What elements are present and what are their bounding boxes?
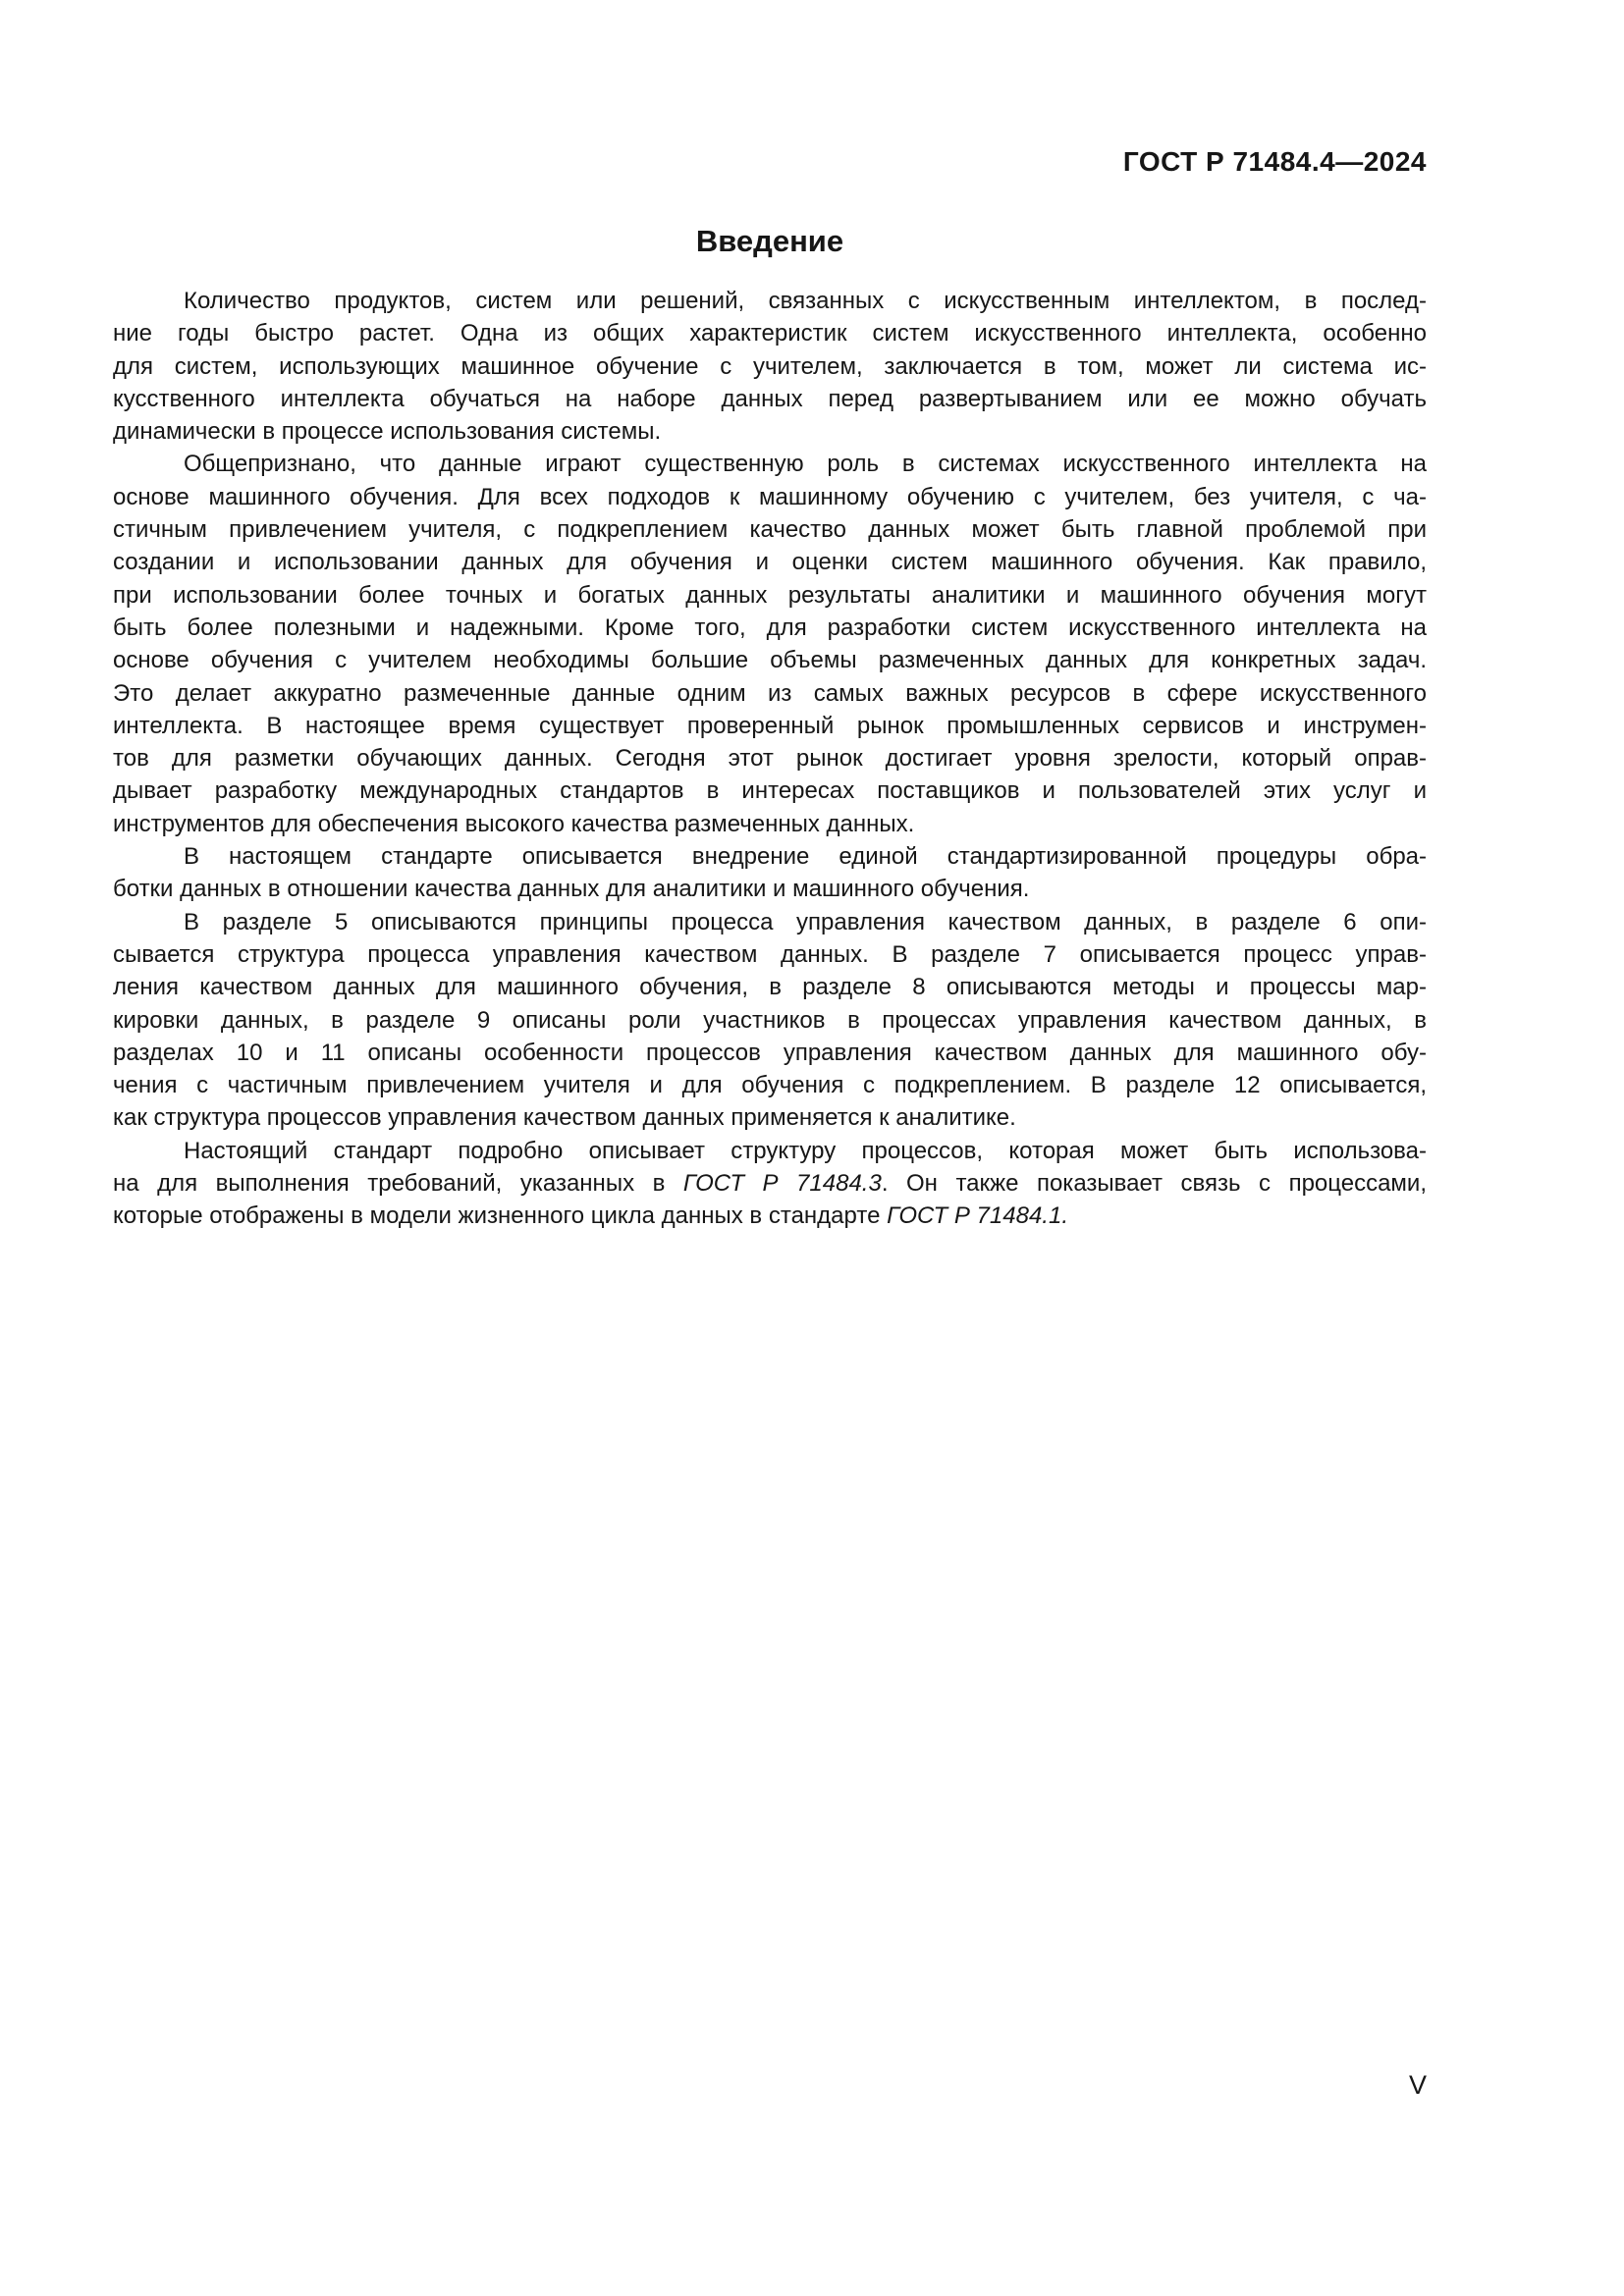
text-line: сывается структура процесса управления качеством данных. В разделе 7 описывается процесс управ-: [113, 940, 1427, 968]
text-line: Количество продуктов, систем или решений, связанных с искусственным интеллектом, в послед-: [184, 288, 1427, 314]
text-line: В настоящем стандарте описывается внедрение единой стандартизированной процедуры обра-: [184, 843, 1427, 871]
page-number: V: [1408, 2070, 1427, 2100]
text-line: ления качеством данных для машинного обучения, в разделе 8 описываются методы и процессы мар-: [113, 974, 1427, 1001]
text-line: чения с частичным привлечением учителя и для обучения с подкреплением. В разделе 12 описывается,: [113, 1072, 1427, 1099]
text-line: Настоящий стандарт подробно описывает структуру процессов, которая может быть использова-: [184, 1137, 1427, 1164]
text-line: при использовании более точных и богатых данных результаты аналитики и машинного обучения могут: [113, 581, 1427, 609]
text-line: как структура процессов управления качеством данных применяется к аналитике.: [113, 1104, 1016, 1132]
text-line: основе обучения с учителем необходимы большие объемы размеченных данных для конкретных задач.: [113, 647, 1427, 674]
paragraph: [113, 285, 1427, 448]
text-line: ние годы быстро растет. Одна из общих характеристик систем искусственного интеллекта, особенно: [113, 320, 1427, 347]
text-line: интеллекта. В настоящее время существует проверенный рынок промышленных сервисов и инструмен-: [113, 712, 1427, 739]
introduction-body: [113, 285, 1427, 1233]
paragraph: [113, 840, 1427, 906]
text-line: ботки данных в отношении качества данных для аналитики и машинного обучения.: [113, 876, 1030, 903]
text-line: динамически в процессе использования системы.: [113, 418, 662, 446]
text-line: тов для разметки обучающих данных. Сегодня этот рынок достигает уровня зрелости, который оправ-: [113, 745, 1427, 773]
text-line: В разделе 5 описываются принципы процесса управления качеством данных, в разделе 6 опи-: [184, 908, 1427, 935]
text-line: кусственного интеллекта обучаться на наборе данных перед развертыванием или ее можно обучать: [113, 385, 1427, 412]
text-line: быть более полезными и надежными. Кроме того, для разработки систем искусственного интеллекта на: [113, 614, 1427, 641]
text-line: Общепризнано, что данные играют существенную роль в системах искусственного интеллекта на: [184, 451, 1427, 478]
paragraph: [113, 906, 1427, 1135]
text-line: стичным привлечением учителя, с подкреплением качество данных может быть главной проблемой при: [113, 516, 1427, 544]
text-line: которые отображены в модели жизненного цикла данных в стандарте ГОСТ Р 71484.1.: [113, 1202, 1068, 1230]
text-line: кировки данных, в разделе 9 описаны роли участников в процессах управления качеством данных, в: [113, 1006, 1427, 1034]
text-line: дывает разработку международных стандартов в интересах поставщиков и пользователей этих услуг и: [113, 777, 1427, 805]
text-line: создании и использовании данных для обучения и оценки систем машинного обучения. Как правило,: [113, 549, 1427, 576]
text-line: инструментов для обеспечения высокого качества размеченных данных.: [113, 810, 915, 837]
text-line: на для выполнения требований, указанных в ГОСТ Р 71484.3. Он также показывает связь с процессами,: [113, 1170, 1428, 1198]
text-line: для систем, использующих машинное обучение с учителем, заключается в том, может ли система ис-: [113, 352, 1427, 380]
paragraph: [113, 1135, 1427, 1233]
paragraph: [113, 448, 1427, 840]
document-header: ГОСТ Р 71484.4—2024: [1122, 146, 1427, 177]
text-line: основе машинного обучения. Для всех подходов к машинному обучению с учителем, без учителя, с ча-: [113, 483, 1427, 510]
page-title: Введение: [695, 224, 844, 258]
text-line: Это делает аккуратно размеченные данные одним из самых важных ресурсов в сфере искусственного: [113, 679, 1427, 707]
text-line: разделах 10 и 11 описаны особенности процессов управления качеством данных для машинного обу-: [113, 1039, 1427, 1066]
